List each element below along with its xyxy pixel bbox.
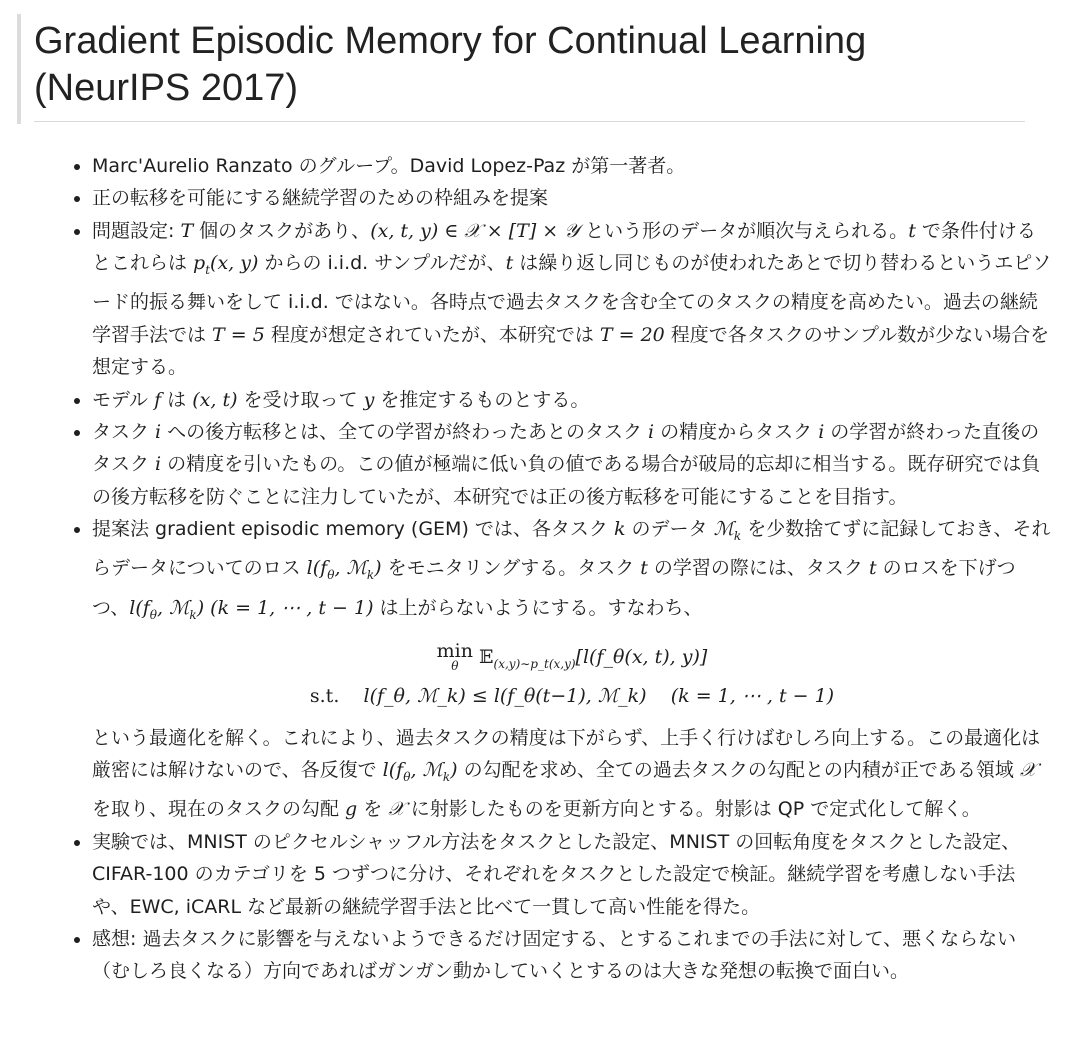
item-text: 個のタスクがあり、 bbox=[193, 219, 371, 242]
title-divider bbox=[34, 121, 1025, 122]
item-text: は繰り返し同じものが使われたあとで切り替わるというエピソード的振る舞いをして i.i.d. ではない。各時点で過去タスクを含む全てのタスクの精度を高めたい。過去の継続学習手法では bbox=[92, 252, 1052, 346]
math bbox=[193, 252, 259, 278]
item-text: 問題設定: bbox=[92, 219, 181, 242]
expectation-symbol: 𝔼 bbox=[479, 645, 494, 668]
item-text: の勾配を求め、全ての過去タスクの勾配との内積が正である領域 bbox=[457, 759, 1020, 782]
math-part: l(f bbox=[306, 557, 328, 580]
math bbox=[713, 518, 742, 544]
list-item bbox=[92, 384, 1052, 416]
item-text: は bbox=[161, 388, 193, 411]
math-part: , ℳ bbox=[410, 759, 443, 782]
item-text: の精度からタスク bbox=[654, 421, 819, 444]
item-text: という形のデータが順次与えられる。 bbox=[579, 219, 909, 242]
item-text: の学習が終わった直後のタスク bbox=[92, 421, 1040, 476]
item-text: 正の転移を可能にする継続学習のための枠組みを提案 bbox=[92, 187, 549, 210]
math-part: l(f bbox=[382, 759, 404, 782]
item-text: を推定するものとする。 bbox=[374, 388, 590, 411]
math: i bbox=[648, 421, 655, 444]
math: t bbox=[868, 557, 877, 580]
math-subscript: k bbox=[442, 769, 451, 784]
min-label: min bbox=[436, 639, 473, 662]
math: (x, t, y) ∈ 𝒳 × [T] × 𝒴 bbox=[370, 219, 580, 242]
item-text: は上がらないようにする。すなわち、 bbox=[373, 596, 703, 619]
math bbox=[129, 596, 374, 622]
list-item bbox=[92, 215, 1052, 384]
math bbox=[382, 759, 458, 784]
item-text: 程度が想定されていたが、本研究では bbox=[264, 323, 600, 346]
equation-objective bbox=[92, 641, 1052, 680]
item-text: 感想: 過去タスクに影響を与えないようできるだけ固定する、とするこれまでの手法に対して、悪くならない（むしろ良くなる）方向であればガンガン動かしていくとするのは大きな発想の転換で面白い。 bbox=[92, 927, 1017, 983]
math-part: ) bbox=[374, 557, 382, 580]
item-text: をモニタリングする。タスク bbox=[381, 557, 641, 580]
title-block bbox=[17, 14, 1029, 124]
math-part: , ℳ bbox=[157, 596, 190, 619]
math-subscript: θ bbox=[403, 769, 411, 784]
math: i bbox=[155, 421, 162, 444]
constraint-body: l(f_θ, ℳ_k) ≤ l(f_θ(t−1), ℳ_k) bbox=[363, 684, 647, 707]
item-text: を取り、現在のタスクの勾配 bbox=[92, 798, 346, 821]
list-item bbox=[92, 416, 1052, 513]
item-text: を少数捨てずに記録しておき、それらデータについてのロス bbox=[92, 518, 1051, 580]
item-text: からの i.i.d. サンプルだが、 bbox=[258, 252, 506, 275]
item-text: を bbox=[357, 798, 389, 821]
math bbox=[306, 557, 382, 583]
math: 𝒳 bbox=[1019, 759, 1037, 782]
item-text: に射影したものを更新方向とする。射影は QP で定式化して解く。 bbox=[404, 798, 981, 821]
math-subscript: k bbox=[366, 568, 375, 583]
math: t bbox=[640, 557, 648, 580]
expectation-subscript: (x,y)∼p_t(x,y) bbox=[493, 656, 576, 671]
math: i bbox=[155, 453, 162, 476]
math-subscript: t bbox=[205, 263, 211, 278]
math: k bbox=[613, 518, 626, 541]
item-text: の学習の際には、タスク bbox=[647, 557, 869, 580]
item-text: という最適化を解く。これにより、過去タスクの精度は下がらず、上手く行けばむしろ向上する。この最適化は厳密には解けないので、各反復で bbox=[92, 726, 1041, 782]
math-part: , ℳ bbox=[334, 557, 367, 580]
math: t bbox=[505, 252, 514, 275]
subject-to-label: s.t. bbox=[309, 684, 340, 707]
item-text: のデータ bbox=[625, 518, 714, 541]
equation-block bbox=[92, 641, 1052, 712]
item-text: への後方転移とは、全ての学習が終わったあとのタスク bbox=[161, 421, 649, 444]
list-item bbox=[92, 923, 1052, 988]
notes-list bbox=[60, 150, 1052, 988]
item-text: の精度を引いたもの。この値が極端に低い負の値である場合が破局的忘却に相当する。既存研究では負の後方転移を防ぐことに注力していたが、本研究では正の後方転移を可能にすることを目指す。 bbox=[92, 453, 1041, 508]
math: f bbox=[154, 388, 162, 411]
math-part: l(f bbox=[129, 596, 150, 619]
math-subscript: k bbox=[733, 529, 742, 544]
math-part: ℳ bbox=[713, 518, 734, 541]
objective-body: [l(f_θ(x, t), y)] bbox=[575, 645, 708, 668]
item-text: モデル bbox=[92, 388, 155, 411]
item-text: 提案法 gradient episodic memory (GEM) では、各タスク bbox=[92, 518, 614, 541]
math: T bbox=[180, 219, 194, 242]
math: t bbox=[908, 219, 916, 242]
list-item bbox=[92, 150, 1052, 182]
item-text: を受け取って bbox=[237, 388, 364, 411]
item-text: で条件付けるとこれらは bbox=[92, 219, 1036, 275]
math-subscript: θ bbox=[327, 568, 335, 583]
math: i bbox=[818, 421, 825, 444]
item-text: 実験では、MNIST のピクセルシャッフル方法をタスクとした設定、MNIST の回転角度をタスクとした設定、CIFAR-100 のカテゴリを 5 つずつに分け、それぞれをタスクとした設定で検証。継続学習を考慮しない手法や、EWC, iCARL など最新の継続学習手法と比べて一貫して高い性能を得た。 bbox=[92, 830, 1021, 918]
math: y bbox=[363, 388, 375, 411]
item-text: タスク bbox=[92, 421, 156, 444]
list-item bbox=[92, 182, 1052, 214]
math-part: ) bbox=[450, 759, 458, 782]
math: g bbox=[345, 798, 358, 821]
math: 𝒳 bbox=[388, 798, 405, 821]
equation-constraint bbox=[92, 680, 1052, 712]
math-part: (x, y) bbox=[210, 252, 259, 275]
list-item bbox=[92, 513, 1052, 825]
math-subscript: k bbox=[189, 607, 197, 622]
math: T = 5 bbox=[212, 323, 265, 346]
constraint-range: (k = 1, ⋯ , t − 1) bbox=[670, 684, 835, 707]
page-title: Gradient Episodic Memory for Continual Learning (NeurIPS 2017) bbox=[34, 20, 867, 109]
math-part: ) (k = 1, ⋯ , t − 1) bbox=[196, 596, 374, 619]
math-subscript: θ bbox=[149, 607, 158, 622]
item-text: Marc'Aurelio Ranzato のグループ。David Lopez-Paz が第一著者。 bbox=[92, 155, 686, 177]
item-text: のロスを下げつつ、 bbox=[92, 557, 1016, 619]
item-text: 程度で各タスクのサンプル数が少ない場合を想定する。 bbox=[92, 323, 1050, 379]
math: (x, t) bbox=[192, 388, 238, 411]
math-part: p bbox=[193, 252, 206, 275]
min-operator bbox=[437, 641, 473, 671]
math: T = 20 bbox=[599, 323, 665, 346]
list-item bbox=[92, 826, 1052, 923]
min-subscript: θ bbox=[451, 658, 459, 673]
